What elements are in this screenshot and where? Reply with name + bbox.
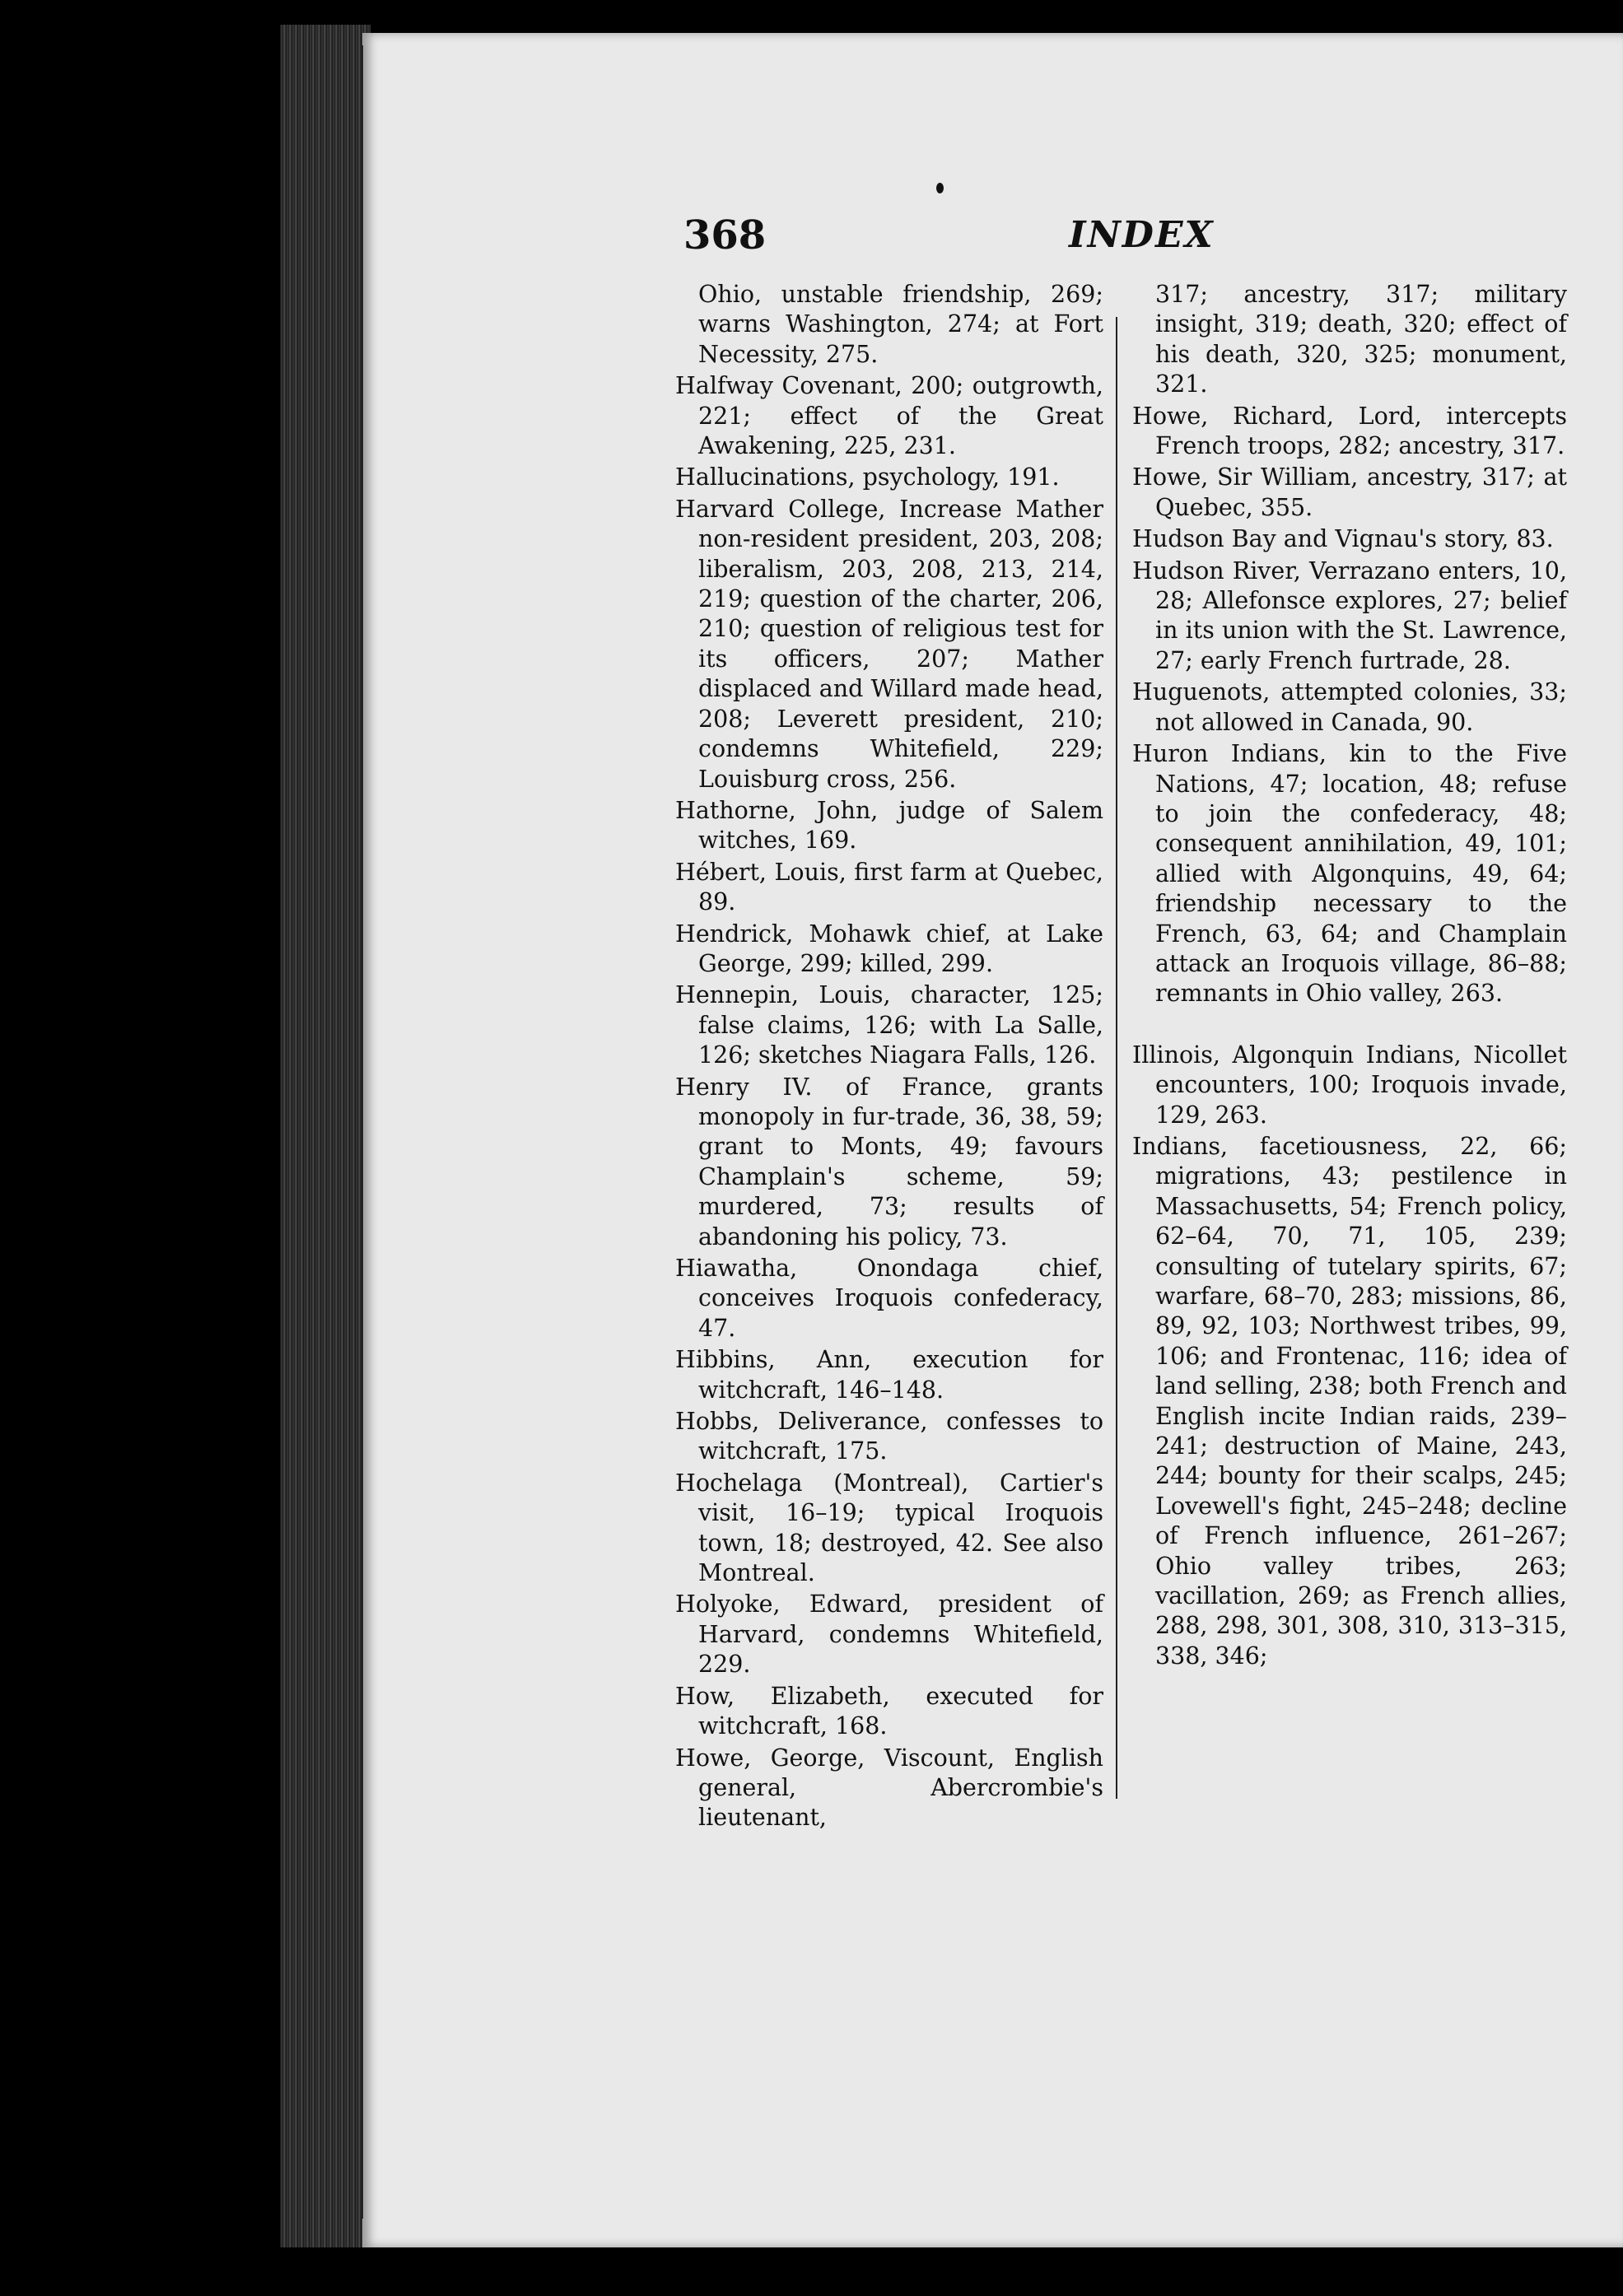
index-entry: Indians, facetiousness, 22, 66; migrations, 43; pestilence in Massachusetts, 54; French policy, 62–64, 70, 71, 105, 239; consulting of tutelary spirits, 67; warfare, 68–70, 283; missions, 86, 89, 92, 103; Northwest tribes, 99, 106; and Frontenac, 116; idea of land selling, 238; both French and English incite Indian raids, 239–241; destruction of Maine, 243, 244; bounty for their scalps, 245; Lovewell's fight, 245–248; decline of French influence, 261–267; Ohio valley tribes, 263; vacillation, 269; as French allies, 288, 298, 301, 308, 310, 313–315, 338, 346; [1132, 1132, 1567, 1670]
index-entry: Hallucinations, psychology, 191. [675, 463, 1060, 491]
page-header [683, 212, 1589, 270]
index-entry: Howe, George, Viscount, English general, Abercrombie's lieutenant, [675, 1744, 1103, 1832]
index-entry: Hochelaga (Montreal), Cartier's visit, 16–19; typical Iroquois town, 18; destroyed, 42. See also Montreal. [675, 1469, 1103, 1587]
index-entry: Huron Indians, kin to the Five Nations, 47; location, 48; refuse to join the confederacy, 48; consequent annihilation, 49, 101; allied with Algonquins, 49, 64; friendship necessary to the French, 63, 64; and Champlain attack an Iroquois village, 86–88; remnants in Ohio valley, 263. [1132, 740, 1567, 1008]
index-entry: Hendrick, Mohawk chief, at Lake George, 299; killed, 299. [675, 920, 1103, 977]
section-gap [1132, 1011, 1567, 1041]
index-entry: Huguenots, attempted colonies, 33; not allowed in Canada, 90. [1132, 678, 1567, 736]
index-entry: Hibbins, Ann, execution for witchcraft, 146–148. [675, 1346, 1103, 1404]
ink-speck [936, 183, 944, 193]
page-border-line [361, 45, 363, 2219]
index-entry: Howe, Sir William, ancestry, 317; at Quebec, 355. [1132, 463, 1567, 521]
index-entry: Hobbs, Deliverance, confesses to witchcraft, 175. [675, 1408, 1103, 1465]
book-edge [280, 25, 371, 2247]
index-entry: Henry IV. of France, grants monopoly in fur-trade, 36, 38, 59; grant to Monts, 49; favours Champlain's scheme, 59; murdered, 73; results of abandoning his policy, 73. [675, 1073, 1103, 1250]
running-title: INDEX [1069, 214, 1215, 256]
index-entry: Halfway Covenant, 200; outgrowth, 221; effect of the Great Awakening, 225, 231. [675, 372, 1103, 460]
index-column-right [1132, 280, 1567, 1673]
index-entry: Howe, Richard, Lord, intercepts French troops, 282; ancestry, 317. [1132, 402, 1567, 460]
page-number: 368 [683, 212, 767, 258]
index-entry: Hébert, Louis, first farm at Quebec, 89. [675, 858, 1103, 916]
index-entry: Hennepin, Louis, character, 125; false claims, 126; with La Salle, 126; sketches Niagara Falls, 126. [675, 981, 1103, 1069]
index-entry: 317; ancestry, 317; military insight, 319; death, 320; effect of his death, 320, 325; monument, 321. [1155, 281, 1567, 398]
index-column-left [675, 280, 1103, 1835]
index-entry: How, Elizabeth, executed for witchcraft, 168. [675, 1682, 1103, 1740]
index-entry: Ohio, unstable friendship, 269; warns Washington, 274; at Fort Necessity, 275. [698, 281, 1103, 368]
index-entry: Hathorne, John, judge of Salem witches, 169. [675, 796, 1103, 855]
index-entry: Hiawatha, Onondaga chief, conceives Iroquois confederacy, 47. [675, 1255, 1103, 1342]
index-entry: Illinois, Algonquin Indians, Nicollet encounters, 100; Iroquois invade, 129, 263. [1132, 1041, 1567, 1129]
column-rule [1116, 317, 1117, 1799]
index-entry: Harvard College, Increase Mather non-resident president, 203, 208; liberalism, 203, 208, 213, 214, 219; question of the charter, 206, 210; question of religious test for its officers, 207; Mather displaced and Willard made head, 208; Leverett president, 210; condemns Whitefield, 229; Louisburg cross, 256. [675, 495, 1103, 793]
index-entry: Holyoke, Edward, president of Harvard, condemns Whitefield, 229. [675, 1590, 1103, 1679]
index-entry: Hudson Bay and Vignau's story, 83. [1132, 525, 1554, 553]
index-entry: Hudson River, Verrazano enters, 10, 28; Allefonsce explores, 27; belief in its union with the St. Lawrence, 27; early French furtrade, 28. [1132, 557, 1567, 674]
